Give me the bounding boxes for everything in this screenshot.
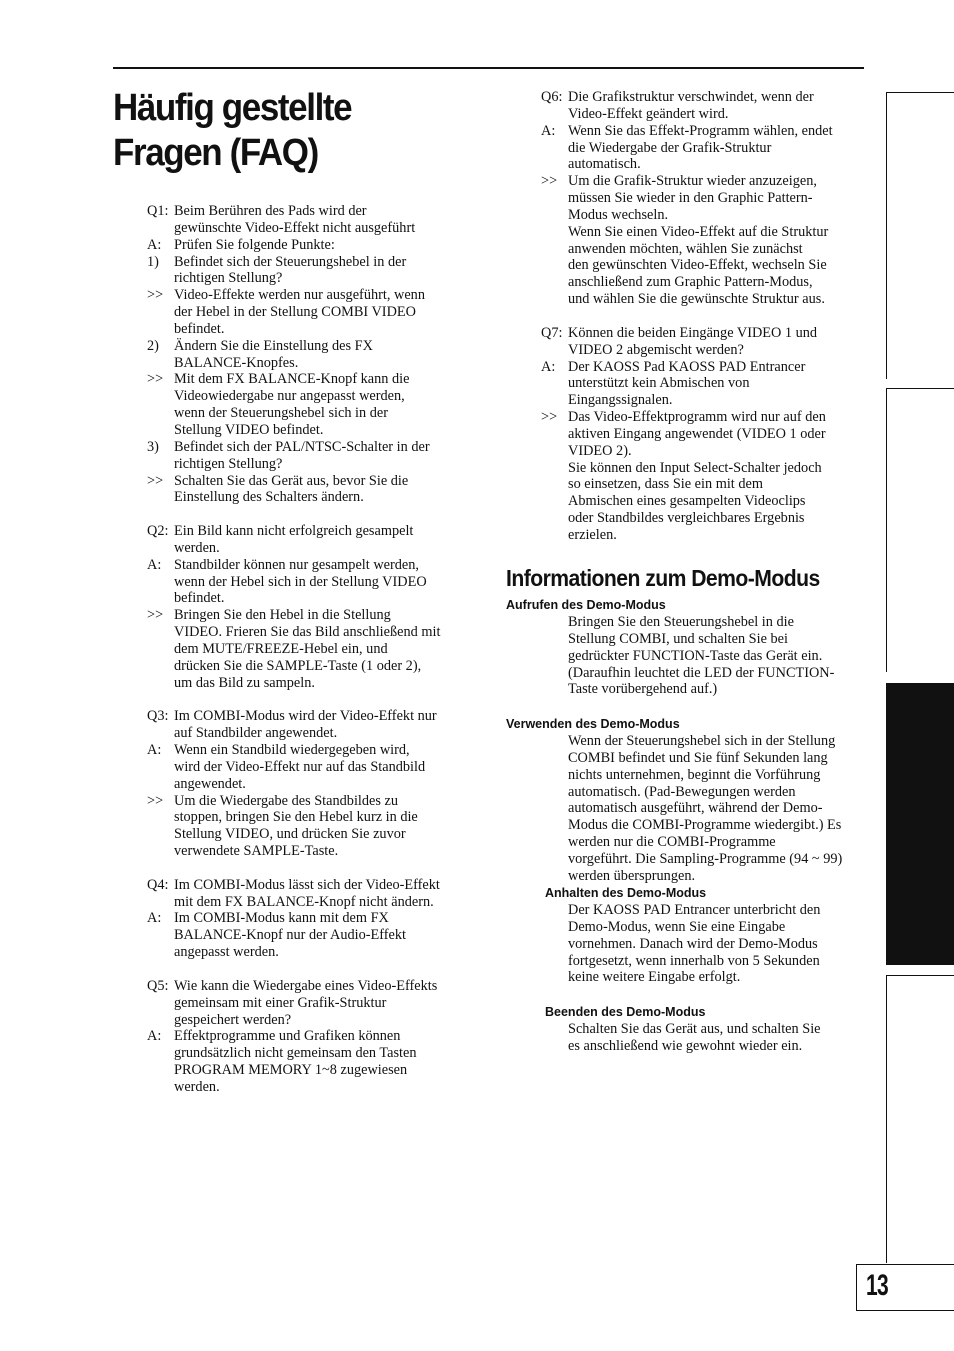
demo-text-line: automatisch ausgeführt, während der Demo- (568, 800, 823, 817)
faq-text-line: Im COMBI-Modus lässt sich der Video-Effekt (174, 876, 440, 893)
demo-section-title-verwenden: Verwenden des Demo-Modus (506, 717, 680, 731)
faq-text-line: gemeinsam mit einer Grafik-Struktur (174, 994, 387, 1011)
faq-entry (147, 607, 477, 691)
faq-gap (147, 961, 477, 978)
faq-text-line: Um die Wiedergabe des Standbildes zu (174, 792, 399, 809)
demo-text-line: vornehmen. Danach wird der Demo-Modus (568, 935, 818, 952)
demo-text-line: gedrückter FUNCTION-Taste das Gerät ein. (568, 647, 823, 664)
faq-entry (147, 371, 477, 438)
faq-text-line: Video-Effekte werden nur ausgeführt, wenn (174, 287, 425, 304)
faq-text-line: Stellung VIDEO befindet. (174, 421, 324, 438)
faq-text-line: der Hebel in der Stellung COMBI VIDEO (174, 304, 416, 321)
faq-entry (541, 123, 866, 174)
faq-marker: Q7: (541, 324, 563, 341)
faq-text-line: automatisch. (568, 156, 641, 173)
faq-text-line: aktiven Eingang angewendet (VIDEO 1 oder (568, 425, 826, 442)
section-tab-4 (886, 975, 954, 1263)
faq-text-line: Befindet sich der PAL/NTSC-Schalter in der (174, 438, 430, 455)
faq-text-line: Ändern Sie die Einstellung des FX (174, 337, 373, 354)
faq-entry (147, 473, 477, 507)
faq-marker: 2) (147, 337, 159, 354)
faq-text-line: auf Standbilder angewendet. (174, 725, 338, 742)
faq-entry (147, 254, 477, 288)
faq-text-line: Stellung VIDEO, und drücken Sie zuvor (174, 826, 406, 843)
faq-continuation (541, 460, 866, 544)
faq-text-line: Bringen Sie den Hebel in die Stellung (174, 607, 391, 624)
faq-text-line: Im COMBI-Modus wird der Video-Effekt nur (174, 708, 437, 725)
faq-text-line: Um die Grafik-Struktur wieder anzuzeigen, (568, 173, 817, 190)
faq-entry (541, 359, 866, 410)
faq-marker: Q5: (147, 977, 169, 994)
faq-text-line: grundsätzlich nicht gemeinsam den Tasten (174, 1045, 417, 1062)
faq-gap (147, 691, 477, 708)
faq-marker: A: (147, 236, 162, 253)
faq-entry (147, 1028, 477, 1095)
faq-text-line: anwenden möchten, wählen Sie zunächst (568, 240, 803, 257)
demo-text-line: nichts unternehmen, beginnt die Vorführung (568, 766, 821, 783)
faq-text-line: müssen Sie wieder in den Graphic Pattern- (568, 190, 813, 207)
demo-section-body-aufrufen (568, 614, 868, 698)
faq-text-line: Schalten Sie das Gerät aus, bevor Sie die (174, 472, 409, 489)
faq-entry (541, 325, 866, 359)
faq-marker: >> (541, 173, 558, 190)
faq-text-line: werden. (174, 539, 220, 556)
faq-entry (147, 910, 477, 961)
demo-section-title-anhalten: Anhalten des Demo-Modus (545, 886, 707, 900)
faq-text-line: Modus wechseln. (568, 206, 669, 223)
faq-text-line: werden. (174, 1078, 220, 1095)
demo-text-line: werden nur die COMBI-Programme (568, 834, 776, 851)
faq-text-line: Der KAOSS Pad KAOSS PAD Entrancer (568, 358, 806, 375)
page-title (113, 86, 444, 176)
faq-entry (147, 708, 477, 742)
faq-text-line: den gewünschten Video-Effekt, wechseln Sie (568, 257, 827, 274)
faq-text-line: Eingangssignalen. (568, 392, 673, 409)
demo-section-body-verwenden (568, 733, 868, 885)
faq-entry (147, 877, 477, 911)
faq-text-line: oder Standbildes vergleichbares Ergebnis (568, 510, 805, 527)
faq-marker: Q3: (147, 708, 169, 725)
faq-marker: 3) (147, 438, 159, 455)
faq-marker: Q4: (147, 876, 169, 893)
demo-section-body-anhalten (568, 902, 868, 986)
faq-entry (147, 237, 477, 254)
demo-text-line: automatisch. (Pad-Bewegungen werden (568, 783, 796, 800)
faq-text-line: stoppen, bringen Sie den Hebel kurz in die (174, 809, 418, 826)
faq-text-line: mit dem FX BALANCE-Knopf nicht ändern. (174, 893, 434, 910)
faq-text-line: Die Grafikstruktur verschwindet, wenn der (568, 89, 814, 105)
faq-text-line: gewünschte Video-Effekt nicht ausgeführt (174, 219, 416, 236)
demo-text-line: Wenn der Steuerungshebel sich in der Stellung (568, 733, 836, 749)
faq-entry (147, 203, 477, 237)
faq-entry (147, 338, 477, 372)
faq-marker: A: (147, 910, 162, 927)
faq-text-line: Befindet sich der Steuerungshebel in der (174, 253, 407, 270)
faq-text-line: wenn der Steuerungshebel sich in der (174, 405, 388, 422)
faq-text-line: Ein Bild kann nicht erfolgreich gesampelt (174, 523, 414, 540)
faq-entry (541, 409, 866, 460)
faq-marker: >> (147, 607, 164, 624)
faq-text-line: um das Bild zu sampeln. (174, 674, 315, 691)
faq-text-line: wird der Video-Effekt nur auf das Standbild (174, 758, 426, 775)
faq-text-line: Wie kann die Wiedergabe eines Video-Effekts (174, 977, 438, 994)
section-tab-active (886, 683, 954, 965)
faq-marker: Q6: (541, 89, 563, 105)
demo-text-line: keine weitere Eingabe erfolgt. (568, 969, 741, 986)
faq-text-line: BALANCE-Knopfes. (174, 354, 299, 371)
faq-text-line: Sie können den Input Select-Schalter jedoch (568, 459, 822, 476)
faq-text-line: Im COMBI-Modus kann mit dem FX (174, 910, 389, 927)
faq-marker: >> (147, 792, 164, 809)
demo-section-title-beenden: Beenden des Demo-Modus (545, 1005, 706, 1019)
faq-text-line: drücken Sie die SAMPLE-Taste (1 oder 2), (174, 657, 422, 674)
top-rule (113, 67, 864, 69)
faq-text-line: richtigen Stellung? (174, 455, 283, 472)
page-title-line-1: Häufig gestellte (113, 87, 352, 129)
page-title-line-2: Fragen (FAQ) (113, 132, 318, 174)
faq-gap (147, 860, 477, 877)
faq-text-line: anschließend zum Graphic Pattern-Modus, (568, 274, 813, 291)
demo-text-line: Schalten Sie das Gerät aus, und schalten Sie (568, 1021, 821, 1037)
faq-marker: A: (147, 1028, 162, 1045)
faq-entry (147, 557, 477, 608)
demo-text-line: es anschließend wie gewohnt wieder ein. (568, 1037, 803, 1054)
faq-text-line: BALANCE-Knopf nur der Audio-Effekt (174, 927, 407, 944)
faq-marker: A: (147, 742, 162, 758)
faq-entry (147, 287, 477, 338)
faq-entry (147, 793, 477, 860)
faq-marker: A: (541, 358, 556, 375)
faq-text-line: verwendete SAMPLE-Taste. (174, 843, 339, 860)
faq-text-line: gespeichert werden? (174, 1011, 292, 1028)
faq-text-line: Wenn Sie das Effekt-Programm wählen, endet (568, 122, 833, 139)
faq-marker: >> (541, 409, 558, 426)
demo-text-line: (Daraufhin leuchtet die LED der FUNCTION- (568, 664, 835, 681)
section-tab-2 (886, 388, 954, 672)
faq-text-line: Abmischen eines gesampelten Videoclips (568, 493, 806, 510)
faq-marker: 1) (147, 253, 159, 270)
faq-text-line: und wählen Sie die gewünschte Struktur aus. (568, 291, 825, 308)
demo-section-title-aufrufen: Aufrufen des Demo-Modus (506, 598, 666, 612)
faq-continuation (541, 224, 866, 308)
faq-marker: >> (147, 371, 164, 388)
demo-heading: Informationen zum Demo-Modus (506, 565, 820, 591)
faq-text-line: befindet. (174, 590, 225, 607)
faq-entry (147, 742, 477, 793)
faq-text-line: Standbilder können nur gesampelt werden, (174, 556, 419, 573)
faq-marker: >> (147, 472, 164, 489)
demo-text-line: Stellung COMBI, und schalten Sie bei (568, 630, 788, 647)
faq-marker: >> (147, 287, 164, 304)
faq-text-line: Beim Berühren des Pads wird der (174, 203, 367, 219)
faq-text-line: erzielen. (568, 526, 617, 543)
faq-right-column (541, 89, 866, 544)
demo-text-line: Bringen Sie den Steuerungshebel in die (568, 614, 794, 630)
faq-entry (541, 173, 866, 224)
demo-text-line: fortgesetzt, wenn innerhalb von 5 Sekunden (568, 952, 820, 969)
demo-text-line: Demo-Modus, wenn Sie eine Eingabe (568, 918, 786, 935)
faq-gap (147, 506, 477, 523)
faq-text-line: unterstützt kein Abmischen von (568, 375, 750, 392)
faq-text-line: PROGRAM MEMORY 1~8 zugewiesen (174, 1062, 408, 1079)
faq-text-line: die Wiedergabe der Grafik-Struktur (568, 139, 772, 156)
demo-text-line: werden übersprungen. (568, 867, 696, 884)
faq-entry (147, 978, 477, 1029)
faq-text-line: angepasst werden. (174, 944, 279, 961)
demo-section-body-beenden (568, 1021, 868, 1055)
faq-text-line: Prüfen Sie folgende Punkte: (174, 236, 335, 253)
faq-marker: Q1: (147, 203, 169, 219)
faq-text-line: dem MUTE/FREEZE-Hebel ein, und (174, 640, 388, 657)
page-number: 13 (866, 1269, 888, 1302)
faq-text-line: Video-Effekt geändert wird. (568, 105, 729, 122)
faq-text-line: VIDEO. Frieren Sie das Bild anschließend mit (174, 624, 441, 641)
faq-marker: A: (541, 122, 556, 139)
demo-text-line: Der KAOSS PAD Entrancer unterbricht den (568, 902, 821, 918)
faq-left-column (147, 203, 477, 1096)
faq-text-line: Einstellung des Schalters ändern. (174, 489, 364, 506)
section-tab-1 (886, 92, 954, 379)
faq-entry (147, 523, 477, 557)
faq-entry (541, 89, 866, 123)
demo-text-line: vorgeführt. Die Sampling-Programme (94 ~ 99) (568, 850, 843, 867)
faq-text-line: richtigen Stellung? (174, 270, 283, 287)
faq-gap (541, 308, 866, 325)
faq-text-line: Videowiedergabe nur angepasst werden, (174, 388, 405, 405)
faq-text-line: Wenn ein Standbild wiedergegeben wird, (174, 742, 410, 758)
faq-text-line: Effektprogramme und Grafiken können (174, 1028, 401, 1045)
demo-text-line: Taste vorübergehend auf.) (568, 681, 718, 698)
demo-text-line: Modus die COMBI-Programme wiedergibt.) Es (568, 817, 842, 834)
demo-text-line: COMBI befindet und Sie fünf Sekunden lang (568, 749, 828, 766)
faq-marker: A: (147, 556, 162, 573)
faq-marker: Q2: (147, 523, 169, 540)
faq-text-line: angewendet. (174, 775, 246, 792)
faq-text-line: Können die beiden Eingänge VIDEO 1 und (568, 324, 818, 341)
faq-text-line: Das Video-Effektprogramm wird nur auf den (568, 409, 826, 426)
faq-entry (147, 439, 477, 473)
faq-text-line: VIDEO 2). (568, 442, 632, 459)
faq-text-line: Wenn Sie einen Video-Effekt auf die Struktur (568, 223, 829, 240)
faq-text-line: VIDEO 2 abgemischt werden? (568, 341, 744, 358)
faq-text-line: befindet. (174, 320, 225, 337)
faq-text-line: so einsetzen, dass Sie ein mit dem (568, 476, 763, 493)
faq-text-line: Mit dem FX BALANCE-Knopf kann die (174, 371, 410, 388)
faq-text-line: wenn der Hebel sich in der Stellung VIDEO (174, 573, 427, 590)
